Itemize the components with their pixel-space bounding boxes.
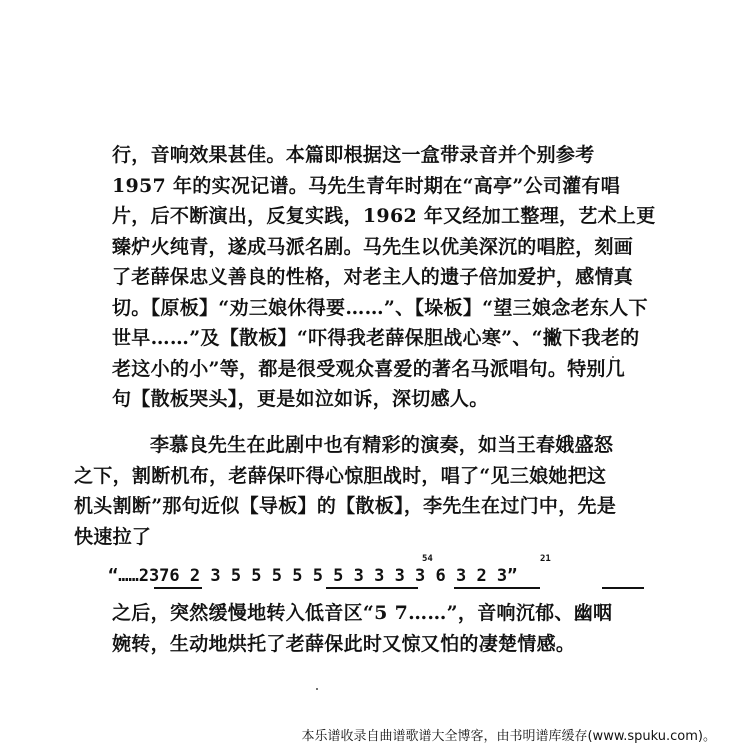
text-line: 之后，突然缓慢地转入低音区“5 7……”，音响沉郁、幽咽 xyxy=(112,602,613,624)
text-line: 1957 年的实况记谱。马先生青年时期在“高亭”公司灌有唱 xyxy=(112,174,621,197)
jianpu-notation xyxy=(108,554,668,594)
text-line: 臻炉火纯青，遂成马派名剧。马先生以优美深沉的唱腔，刻画 xyxy=(112,235,634,258)
paragraph-2 xyxy=(74,430,660,552)
text-line: 之下，割断机布，老薛保吓得心惊胆战时，唱了“见三娘她把这 xyxy=(74,464,607,487)
beam-underline xyxy=(454,587,540,589)
beam-underline xyxy=(326,587,418,589)
source-footer: 本乐谱收录自曲谱歌谱大全博客，由书明谱库缓存(www.spuku.com)。 xyxy=(301,729,716,744)
text-line: 机头割断”那句近似【导板】的【散板】，李先生在过门中，先是 xyxy=(74,495,617,517)
paragraph-3 xyxy=(112,598,660,659)
grace-note: 54 xyxy=(422,554,433,564)
paragraph-1 xyxy=(112,140,660,415)
beam-underline xyxy=(602,587,644,589)
text-line: 世早……”及【散板】“吓得我老薛保胆战心寒”、“撇下我老的 xyxy=(112,327,640,349)
notation-text: “……2376 2 3 5 5 5 5 5 5 3 3 3 3 6 3 2 3” xyxy=(108,566,518,586)
text-line: 行，音响效果甚佳。本篇即根据这一盒带录音并个别参考 xyxy=(112,144,595,166)
text-line: 快速拉了 xyxy=(74,525,152,548)
scan-speck xyxy=(316,688,318,690)
text-line: 片，后不断演出，反复实践，1962 年又经加工整理，艺术上更 xyxy=(112,205,656,227)
text-line: 老这小的小”等，都是很受观众喜爱的著名马派唱句。特别几 xyxy=(112,357,626,380)
text-line: 句【散板哭头】，更是如泣如诉，深切感人。 xyxy=(112,388,489,410)
text-line: 切。【原板】“劝三娘休得要……”、【垛板】“望三娘念老东人下 xyxy=(112,296,648,319)
text-line: 李慕良先生在此剧中也有精彩的演奏，如当王春娥盛怒 xyxy=(150,434,614,456)
scan-speck xyxy=(612,356,614,358)
beam-underline xyxy=(154,587,202,589)
text-line: 了老薛保忠义善良的性格，对老主人的遗子倍加爱护，感情真 xyxy=(112,266,634,288)
grace-note: 21 xyxy=(540,554,551,564)
text-line: 婉转，生动地烘托了老薛保此时又惊又怕的凄楚情感。 xyxy=(112,632,576,655)
